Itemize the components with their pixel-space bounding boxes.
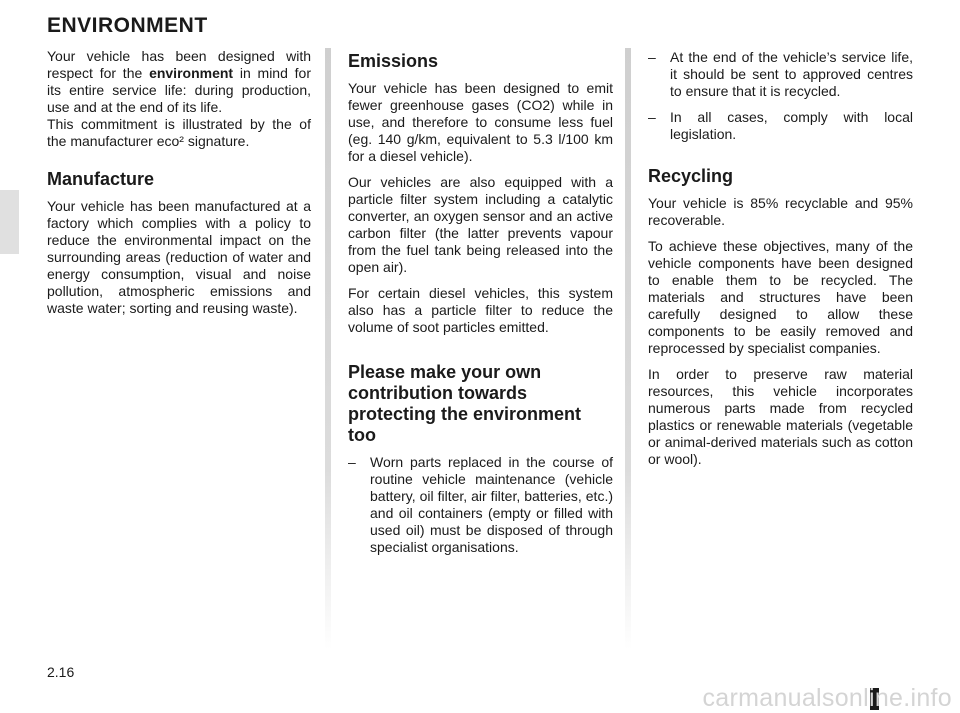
contribution-list-continued xyxy=(648,49,913,143)
intro-text-bold: environment xyxy=(149,65,234,81)
recycling-heading: Recycling xyxy=(648,166,734,186)
intro-paragraph xyxy=(47,48,311,150)
contribution-item-end-of-life: – At the end of the vehicle’s service life, it should be sent to approved centres to ensure that it is recycled. xyxy=(648,49,913,100)
emissions-paragraph-2: Our vehicles are also equipped with a particle filter system including a catalytic converter, an oxygen sensor and an active carbon filter (the latter prevents vapour from the fuel tank being released into the open air). xyxy=(348,174,613,275)
emissions-paragraph-1: Your vehicle has been designed to emit fewer greenhouse gases (CO2) while in use, and therefore to consume less fuel (eg. 140 g/km, equivalent to 5.3 l/100 km for a diesel vehicle). xyxy=(348,80,613,164)
page-title: ENVIRONMENT xyxy=(47,14,208,37)
intro-text-end: in mind for its entire service life: during production, use and at the end of its life. xyxy=(47,65,311,115)
recycling-paragraph-3: In order to preserve raw material resources, this vehicle incorporates numerous parts made from recycled plastics or renewable materials (vegetable or animal-derived materials such as cotton or wool). xyxy=(648,366,913,467)
column-left xyxy=(47,48,311,326)
column-right xyxy=(648,49,913,477)
column-divider-left xyxy=(325,48,331,650)
contribution-list xyxy=(348,454,613,556)
watermark: carmanualsonline.info xyxy=(702,684,952,712)
intro-text-line2: This commitment is illustrated by the of the manufacturer eco² signature. xyxy=(47,116,311,149)
manufacture-heading: Manufacture xyxy=(47,169,155,189)
intro-text-start: Your vehicle has been designed with respect for the xyxy=(47,48,311,81)
column-divider-right xyxy=(625,48,631,650)
contribution-item-legislation: – In all cases, comply with local legislation. xyxy=(648,109,913,143)
manufacture-paragraph: Your vehicle has been manufactured at a factory which complies with a policy to reduce the environmental impact on the surrounding areas (reduction of water and energy consumption, visual and noise pollution, atmospheric emissions and waste water; sorting and reusing waste). xyxy=(47,198,311,316)
contribution-heading: Please make your own contribution towards protecting the environment too xyxy=(348,362,582,445)
recycling-paragraph-2: To achieve these objectives, many of the vehicle components have been designed to enable them to be recycled. The materials and structures have been carefully designed to allow these components to be easily removed and reprocessed by specialist companies. xyxy=(648,238,913,356)
recycling-paragraph-1: Your vehicle is 85% recyclable and 95% recoverable. xyxy=(648,195,913,228)
column-middle xyxy=(348,50,613,565)
chapter-tab xyxy=(0,190,19,254)
emissions-heading: Emissions xyxy=(348,51,439,71)
page-number: 2.16 xyxy=(47,664,75,680)
emissions-paragraph-3: For certain diesel vehicles, this system also has a particle filter to reduce the volume of soot particles emitted. xyxy=(348,285,613,335)
contribution-item-worn-parts: – Worn parts replaced in the course of routine vehicle maintenance (vehicle battery, oil filter, air filter, batteries, etc.) and oil containers (empty or filled with used oil) must be disposed of through specialist organisations. xyxy=(348,454,613,556)
